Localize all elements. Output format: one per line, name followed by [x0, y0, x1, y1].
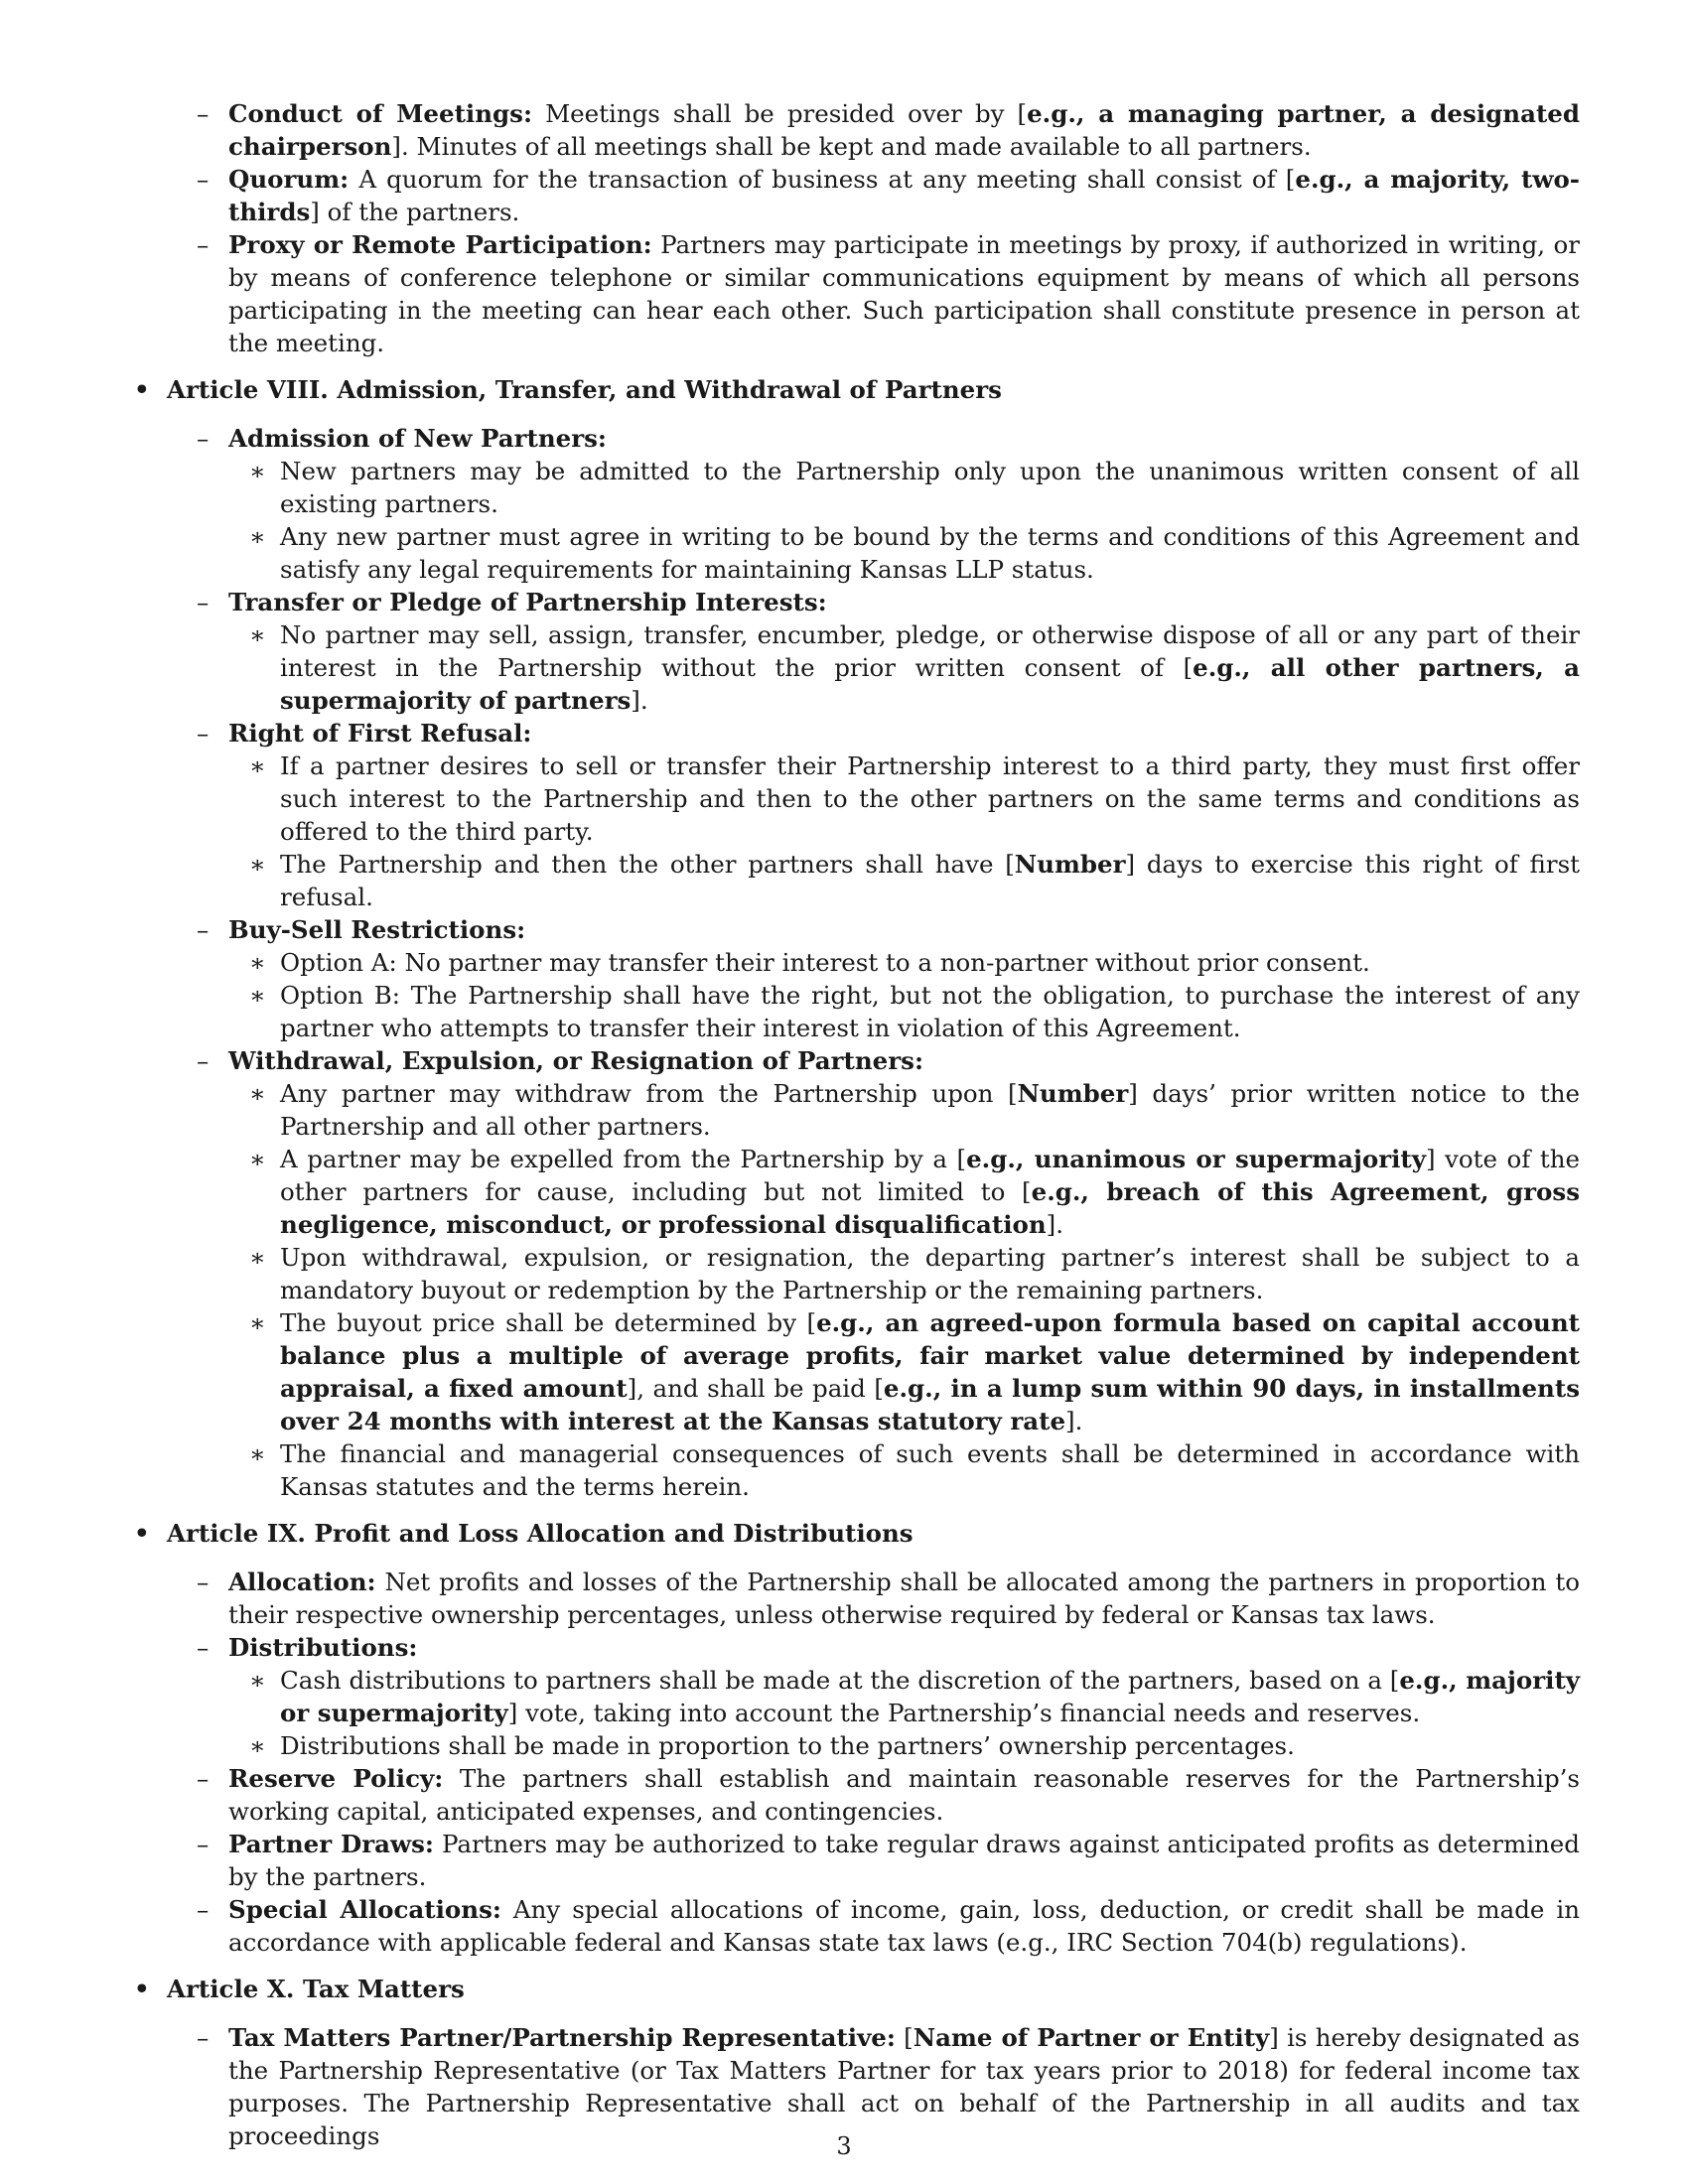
- item-label: Distributions:: [228, 1633, 418, 1662]
- article-heading: • Article X. Tax Matters: [134, 1973, 1580, 2005]
- list-item: – Special Allocations: Any special allocations of income, gain, loss, deduction, or credit shall be made in accordance with applicable federal and Kansas state tax laws (e.g., IRC Section 704(b) regulations).: [134, 1893, 1580, 1959]
- list-item: [134, 717, 1580, 750]
- item-label: Tax Matters Partner/Partnership Representative:: [228, 2023, 896, 2052]
- article-heading: • Article VIII. Admission, Transfer, and Withdrawal of Partners: [134, 373, 1580, 406]
- list-item: – Proxy or Remote Participation: Partners may participate in meetings by proxy, if authorized in writing, or by means of conference telephone or similar communications equipment by means of which all persons participating in the meeting can hear each other. Such participation shall constitute presence in person at the meeting.: [134, 228, 1580, 359]
- sub-item: ∗ The buyout price shall be determined by [e.g., an agreed-upon formula based on capital account balance plus a multiple of average profits, fair market value determined by independent appraisal, a fixed amount], and shall be paid [e.g., in a lump sum within 90 days, in installments over 24 months with interest at the Kansas statutory rate].: [134, 1306, 1580, 1437]
- item-label: Right of First Refusal:: [228, 719, 532, 748]
- list-item: – Tax Matters Partner/Partnership Representative: [Name of Partner or Entity] is hereby designated as the Partnership Representative (or Tax Matters Partner for tax years prior to 2018) for federal income tax purposes. The Partnership Representative shall act on behalf of the Partnership in all audits and tax proceedings: [134, 2021, 1580, 2152]
- article-9-list: [134, 1566, 1580, 1959]
- item-label: Special Allocations:: [228, 1895, 501, 1924]
- sub-item: ∗ The financial and managerial consequences of such events shall be determined in accordance with Kansas statutes and the terms herein.: [134, 1437, 1580, 1503]
- item-label: Buy-Sell Restrictions:: [228, 915, 526, 944]
- page-number: 3: [836, 2132, 852, 2160]
- item-label: Proxy or Remote Participation:: [228, 230, 652, 259]
- sub-item: ∗ The Partnership and then the other partners shall have [Number] days to exercise this right of first refusal.: [134, 848, 1580, 913]
- sub-item: ∗ Option A: No partner may transfer their interest to a non-partner without prior consent.: [134, 946, 1580, 979]
- sub-item: ∗ Distributions shall be made in proportion to the partners’ ownership percentages.: [134, 1729, 1580, 1762]
- item-label: Transfer or Pledge of Partnership Interests:: [228, 588, 827, 616]
- item-label: Allocation:: [228, 1568, 376, 1596]
- sub-item: ∗ Cash distributions to partners shall be made at the discretion of the partners, based on a [e.g., majority or supermajority] vote, taking into account the Partnership’s financial needs and reserves.: [134, 1664, 1580, 1729]
- sub-item: ∗ No partner may sell, assign, transfer, encumber, pledge, or otherwise dispose of all or any part of their interest in the Partnership without the prior written consent of [e.g., all other partners, a supermajority of partners].: [134, 618, 1580, 717]
- sub-item: ∗ New partners may be admitted to the Partnership only upon the unanimous written consent of all existing partners.: [134, 455, 1580, 520]
- article-heading: • Article IX. Profit and Loss Allocation and Distributions: [134, 1517, 1580, 1550]
- sub-item: ∗ If a partner desires to sell or transfer their Partnership interest to a third party, they must first offer such interest to the Partnership and then to the other partners on the same terms and conditions as offered to the third party.: [134, 750, 1580, 848]
- list-item: [134, 1044, 1580, 1077]
- list-item: [134, 913, 1580, 946]
- item-label: Admission of New Partners:: [228, 424, 607, 453]
- list-item: – Quorum: A quorum for the transaction of business at any meeting shall consist of [e.g., a majority, two-thirds] of the partners.: [134, 163, 1580, 228]
- list-item: [134, 586, 1580, 618]
- meetings-list: [134, 97, 1580, 359]
- list-item: – Reserve Policy: The partners shall establish and maintain reasonable reserves for the Partnership’s working capital, anticipated expenses, and contingencies.: [134, 1762, 1580, 1828]
- item-label: Conduct of Meetings:: [228, 99, 533, 128]
- sub-item: ∗ Any new partner must agree in writing to be bound by the terms and conditions of this Agreement and satisfy any legal requirements for maintaining Kansas LLP status.: [134, 520, 1580, 586]
- item-label: Reserve Policy:: [228, 1764, 444, 1793]
- list-item: – Partner Draws: Partners may be authorized to take regular draws against anticipated profits as determined by the partners.: [134, 1828, 1580, 1893]
- sub-item: ∗ Upon withdrawal, expulsion, or resignation, the departing partner’s interest shall be subject to a mandatory buyout or redemption by the Partnership or the remaining partners.: [134, 1241, 1580, 1306]
- list-item: [134, 1631, 1580, 1664]
- list-item: [134, 422, 1580, 455]
- item-label: Partner Draws:: [228, 1830, 434, 1858]
- item-label: Withdrawal, Expulsion, or Resignation of Partners:: [228, 1046, 923, 1075]
- list-item: – Allocation: Net profits and losses of the Partnership shall be allocated among the partners in proportion to their respective ownership percentages, unless otherwise required by federal or Kansas tax laws.: [134, 1566, 1580, 1631]
- item-label: Quorum:: [228, 165, 350, 194]
- document-body: [134, 97, 1580, 2152]
- list-item: – Conduct of Meetings: Meetings shall be presided over by [e.g., a managing partner, a designated chairperson]. Minutes of all meetings shall be kept and made available to all partners.: [134, 97, 1580, 163]
- sub-item: ∗ Option B: The Partnership shall have the right, but not the obligation, to purchase the interest of any partner who attempts to transfer their interest in violation of this Agreement.: [134, 979, 1580, 1044]
- article-8-list: [134, 422, 1580, 1503]
- sub-item: ∗ A partner may be expelled from the Partnership by a [e.g., unanimous or supermajority] vote of the other partners for cause, including but not limited to [e.g., breach of this Agreement, gross negligence, misconduct, or professional disqualification].: [134, 1143, 1580, 1241]
- sub-item: ∗ Any partner may withdraw from the Partnership upon [Number] days’ prior written notice to the Partnership and all other partners.: [134, 1077, 1580, 1143]
